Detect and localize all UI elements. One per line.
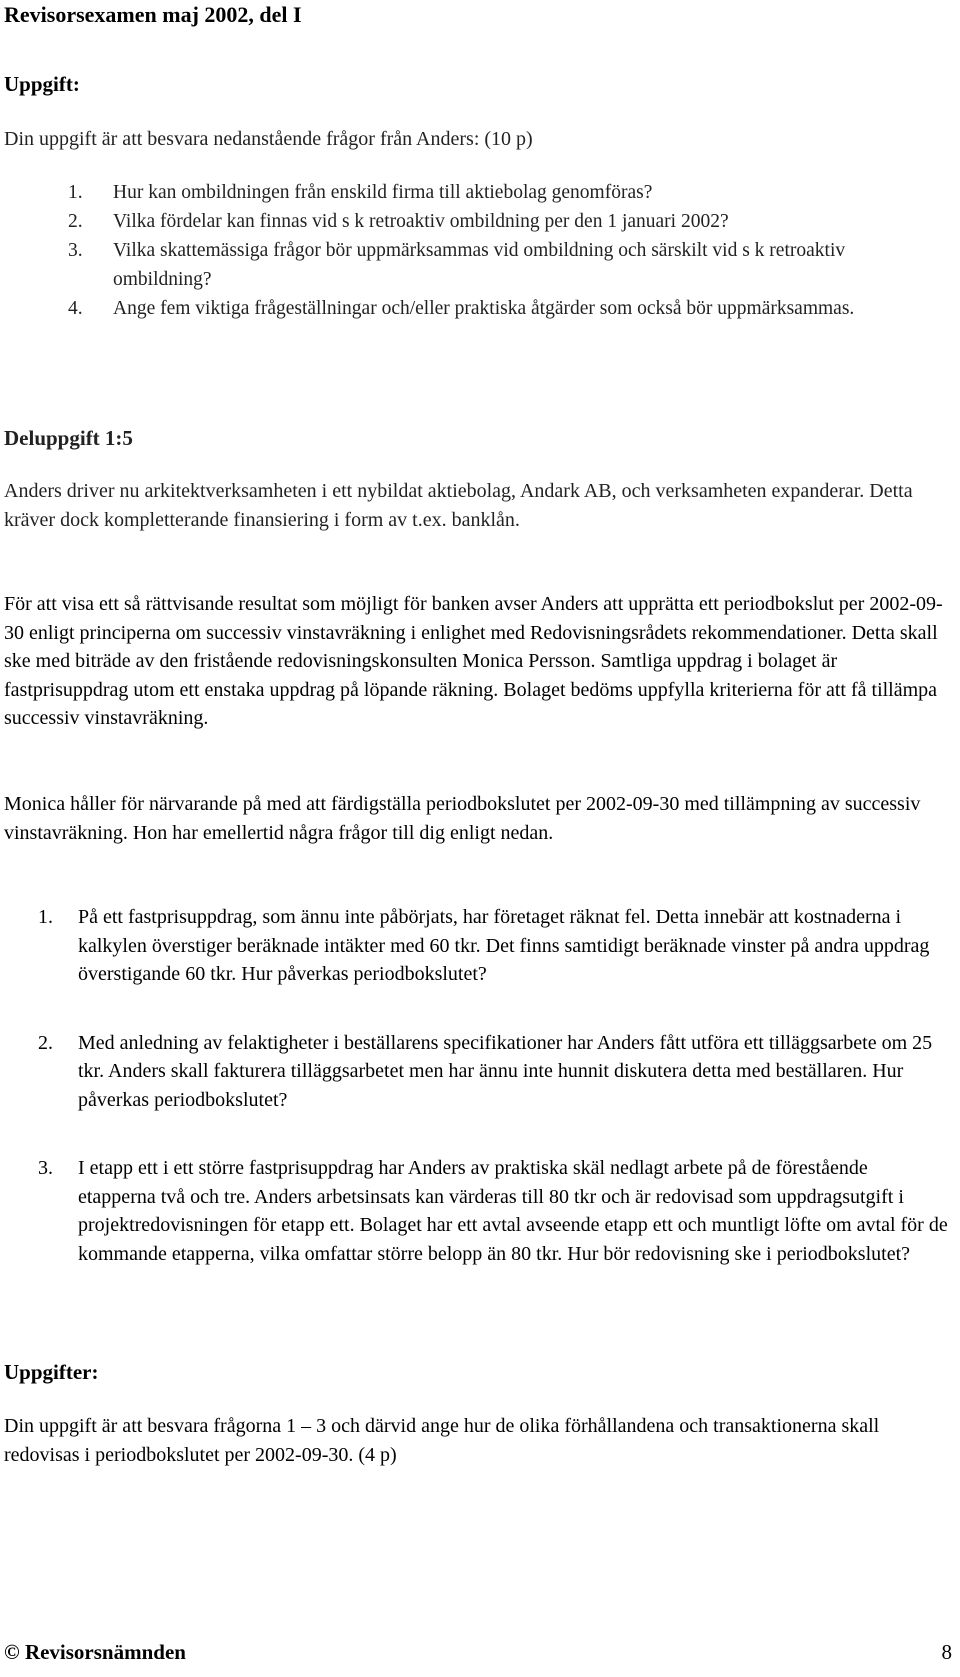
footer-page-number: 8 [941, 1640, 952, 1664]
list-number: 2. [38, 1031, 53, 1054]
list-item [0, 236, 948, 294]
task-heading: Uppgift: [4, 72, 80, 96]
list-number: 2. [68, 211, 83, 232]
list-text: Vilka skattemässiga frågor bör uppmärksammas vid ombildning och särskilt vid s k retroaktiv ombildning? [113, 240, 846, 290]
document-title: Revisorsexamen maj 2002, del I [4, 2, 302, 27]
subtask-heading: Deluppgift 1:5 [4, 426, 133, 450]
list-item [0, 178, 948, 207]
list-number: 1. [38, 906, 53, 928]
list-text: I etapp ett i ett större fastprisuppdrag har Anders av praktiska skäl nedlagt arbete på de förestående etapperna två och tre. Anders arbetsinsats kan värderas till 80 tkr och är redovisad som uppdragsutgift i projektredovisningen för etapp ett. Bolaget har ett avtal avseende etapp ett och muntligt löfte om avtal för de kommande etapperna, vilka omfattar större belopp än 80 tkr. Hur bör redovisning ske i periodbokslutet? [78, 1157, 948, 1265]
case-list [0, 903, 960, 1268]
list-number: 3. [38, 1157, 53, 1179]
tasks-text: Din uppgift är att besvara frågorna 1 – 3 och därvid ange hur de olika förhållandena och transaktionerna skall redovisas i periodbokslutet per 2002-09-30. (4 p) [4, 1415, 880, 1466]
list-item [0, 207, 948, 236]
list-text: På ett fastprisuppdrag, som ännu inte påbörjats, har företaget räknat fel. Detta innebär att kostnaderna i kalkylen överstiger beräknade intäkter med 60 tkr. Det finns samtidigt beräknade vinster på andra uppdrag överstigande 60 tkr. Hur påverkas periodbokslutet? [78, 906, 930, 985]
list-text: Ange fem viktiga frågeställningar och/eller praktiska åtgärder som också bör uppmärksammas. [113, 298, 855, 319]
paragraph-2: För att visa ett så rättvisande resultat som möjligt för banken avser Anders att upprätta ett periodbokslut per 2002-09-30 enligt principerna om successiv vinstavräkning i enlighet med Redovisningsrådets rekommendationer. Detta skall ske med biträde av den fristående redovisningskonsulten Monica Persson. Samtliga uppdrag i bolaget är fastprisuppdrag utom ett enstaka uppdrag på löpande räkning. Bolaget bedöms uppfylla kriterierna för att få tillämpa successiv vinstavräkning. [4, 593, 943, 729]
list-text: Med anledning av felaktigheter i beställarens specifikationer har Anders fått utföra ett tilläggsarbete om 25 tkr. Anders skall fakturera tilläggsarbetet men har ännu inte hunnit diskutera detta med beställaren. Hur påverkas periodbokslutet? [78, 1031, 933, 1111]
list-text: Hur kan ombildningen från enskild firma till aktiebolag genomföras? [113, 182, 653, 203]
footer-publisher: © Revisorsnämnden [4, 1640, 186, 1664]
tasks-heading: Uppgifter: [4, 1360, 99, 1384]
list-item [0, 1154, 948, 1268]
list-item [0, 294, 948, 323]
list-number: 4. [68, 298, 83, 319]
question-list [0, 178, 960, 323]
list-text: Vilka fördelar kan finnas vid s k retroaktiv ombildning per den 1 januari 2002? [113, 211, 729, 232]
paragraph-1: Anders driver nu arkitektverksamheten i ett nybildat aktiebolag, Andark AB, och verksamheten expanderar. Detta kräver dock kompletterande finansiering i form av t.ex. banklån. [4, 480, 913, 531]
task-intro: Din uppgift är att besvara nedanstående frågor från Anders: (10 p) [4, 128, 533, 150]
list-number: 1. [68, 182, 83, 203]
list-item [0, 903, 948, 989]
list-item [0, 1029, 948, 1115]
paragraph-3: Monica håller för närvarande på med att färdigställa periodbokslutet per 2002-09-30 med tillämpning av successiv vinstavräkning. Hon har emellertid några frågor till dig enligt nedan. [4, 793, 921, 844]
list-number: 3. [68, 240, 83, 261]
